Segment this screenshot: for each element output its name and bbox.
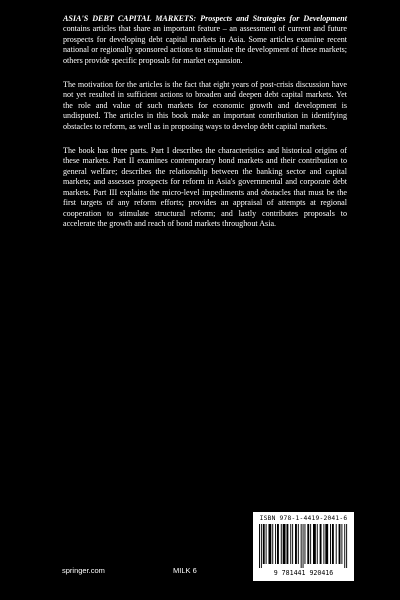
barcode-icon xyxy=(259,524,349,568)
catalog-code: MILK 6 xyxy=(173,566,197,575)
blurb-paragraph-3: The book has three parts. Part I describes the characteristics and historical origins of these markets. Part II examines contemporary bond markets and their contribution to general welfare; describes the relationship between the banking sector and capital markets; and assesses prospects for reform in Asia's governmental and corporate debt markets. Part III explains the micro-level impediments and obstacles that must be the first targets of any reform efforts; provides an appraisal of attempts at regional cooperation to stimulate structural reform; and lastly contributes proposals to accelerate the growth and reach of bond markets throughout Asia. xyxy=(63,146,347,228)
isbn-label: ISBN 978-1-4419-2041-6 xyxy=(259,515,348,522)
blurb-paragraph-1 xyxy=(63,14,347,66)
back-cover-blurb xyxy=(63,14,347,243)
blurb-paragraph-1-text: contains articles that share an important feature – an assessment of current and future prospects for developing debt capital markets in Asia. Some articles examine recent national or regionally sponsored actions to stimulate the development of these markets; others provide specific proposals for market expansion. xyxy=(63,24,347,65)
publisher-url[interactable]: springer.com xyxy=(62,566,105,575)
blurb-paragraph-2: The motivation for the articles is the fact that eight years of post-crisis discussion have not yet resulted in sufficient actions to broaden and deepen debt capital markets. Yet the role and value of such markets for economic growth and development is undisputed. The articles in this book make an important contribution in identifying obstacles to reform, as well as in proposing ways to develop debt capital markets. xyxy=(63,80,347,131)
isbn-barcode-block xyxy=(253,512,354,581)
barcode-digits: 9 781441 920416 xyxy=(273,569,334,577)
book-title: ASIA'S DEBT CAPITAL MARKETS: Prospects and Strategies for Development xyxy=(63,14,347,23)
